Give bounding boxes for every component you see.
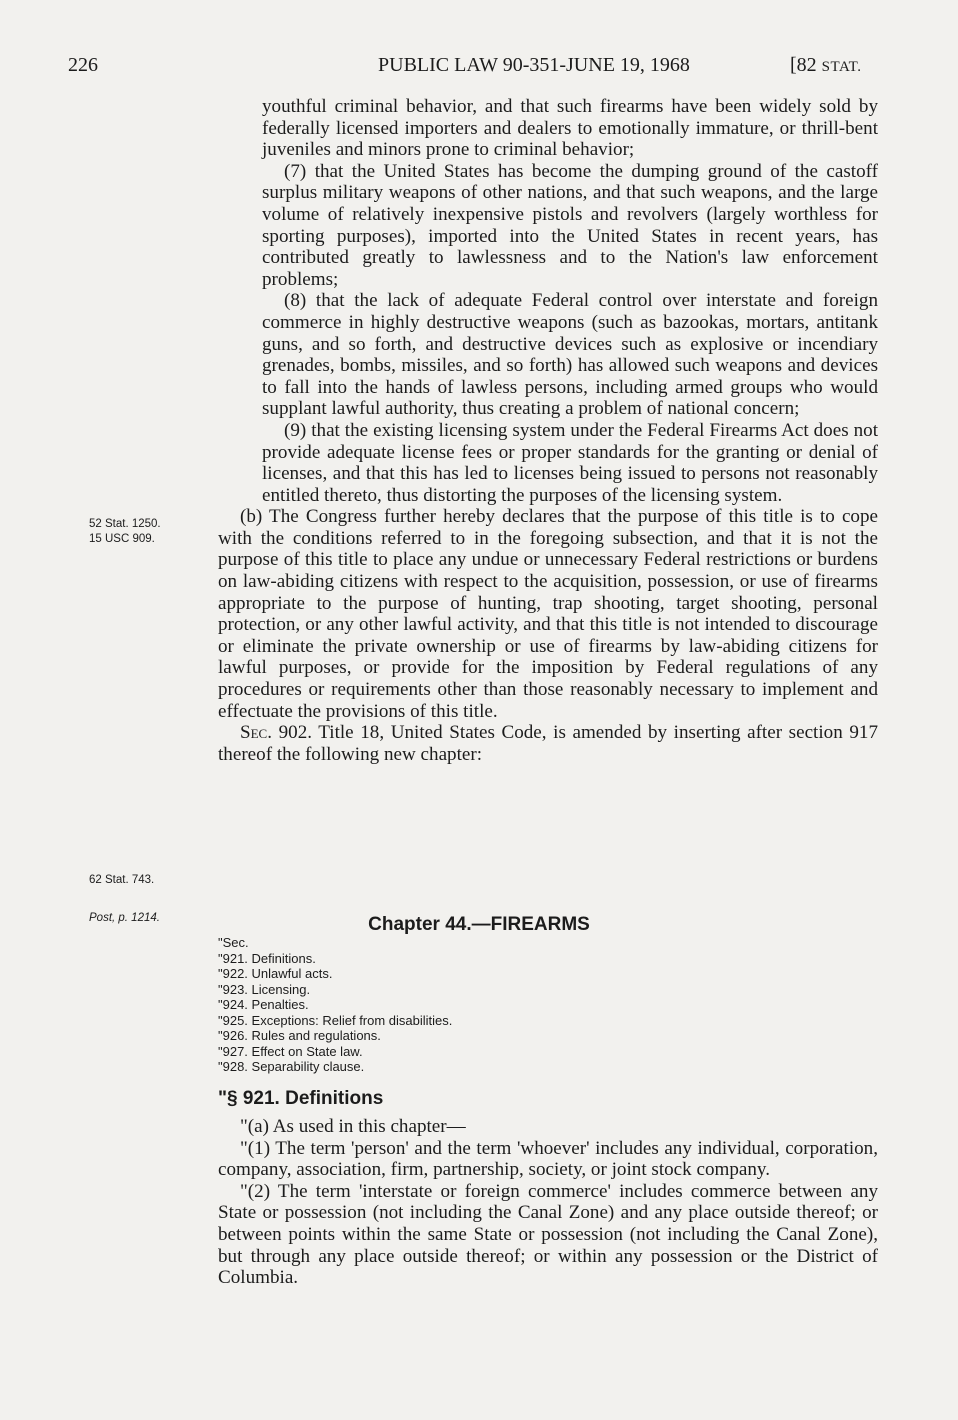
- section-902-text: 902. Title 18, United States Code, is amended by inserting after section 917 thereof the following new chapter:: [218, 722, 878, 765]
- margin-note-post-page: Post, p. 1214.: [89, 912, 160, 924]
- toc-item: "928. Separability clause.: [218, 1059, 365, 1074]
- margin-note-statute-citation: 52 Stat. 1250. 15 USC 909.: [89, 518, 161, 545]
- definition-1: "(1) The term 'person' and the term 'whoever' includes any individual, corporation, company, association, firm, partnership, society, or joint stock company.: [218, 1137, 878, 1181]
- chapter-table-of-contents: [218, 935, 452, 1075]
- volume-reference: [790, 54, 861, 77]
- findings-list: [218, 96, 878, 506]
- definitions-intro: "(a) As used in this chapter—: [240, 1116, 466, 1137]
- section-902: [218, 722, 878, 765]
- definitions-column: [218, 1116, 878, 1289]
- toc-item: "926. Rules and regulations.: [218, 1028, 381, 1043]
- toc-item: "922. Unlawful acts.: [218, 966, 333, 981]
- chapter-heading: Chapter 44.—FIREARMS: [368, 914, 590, 935]
- finding-9: (9) that the existing licensing system under the Federal Firearms Act does not provide adequate license fees or proper standards for the granting or denial of licenses, and that this has led to licenses being issued to persons not reasonably entitled thereto, thus distorting the purposes of the licensing system.: [262, 419, 878, 506]
- running-head: PUBLIC LAW 90-351-JUNE 19, 1968: [378, 54, 690, 76]
- findings-column: [218, 96, 878, 765]
- margin-note-stat-743: 62 Stat. 743.: [89, 874, 155, 886]
- finding-8: (8) that the lack of adequate Federal control over interstate and foreign commerce in highly destructive weapons (such as bazookas, mortars, antitank guns, and so forth, and destructive devices such as explosive or incendiary grenades, bombs, missiles, and so forth) has allowed such weapons and devices to fall into the hands of lawless persons, including armed groups who would supplant lawful authority, thus creating a problem of national concern;: [262, 290, 878, 420]
- toc-item: "921. Definitions.: [218, 950, 316, 966]
- volume-ref-prefix: [82: [790, 54, 822, 76]
- continuation-paragraph: youthful criminal behavior, and that such firearms have been widely sold by federally licensed importers and dealers to emotionally immature, or thrill-bent juveniles and minors prone to criminal behavior;: [262, 96, 878, 161]
- toc-item: "923. Licensing.: [218, 981, 311, 997]
- section-921-heading: "§ 921. Definitions: [218, 1088, 384, 1109]
- page-header: [0, 54, 958, 84]
- page-number: 226: [68, 54, 98, 76]
- subsection-b: (b) The Congress further hereby declares that the purpose of this title is to cope with the conditions referred to in the foregoing subsection, and that it is not the purpose of this title to place any undue or unnecessary Federal restrictions or burdens on law-abiding citizens with respect to the acquisition, possession, or use of firearms appropriate to the purpose of hunting, trap shooting, target shooting, personal protection, or any other lawful activity, and that this title is not intended to discourage or eliminate the private ownership or use of firearms by law-abiding citizens for lawful purposes, or provide for the imposition by Federal regulations of any procedures or requirements other than those reasonably necessary to implement and effectuate the provisions of this title.: [218, 506, 878, 722]
- section-label: Sec.: [240, 722, 273, 744]
- toc-item: "924. Penalties.: [218, 997, 309, 1012]
- toc-label: "Sec.: [218, 935, 249, 950]
- definition-2: "(2) The term 'interstate or foreign commerce' includes commerce between any State or possession (not including the Canal Zone) and any place outside thereof; or between points within the same State or possession (not including the Canal Zone), but through any place outside thereof; or within any possession or the District of Columbia.: [218, 1180, 878, 1289]
- finding-7: (7) that the United States has become the dumping ground of the castoff surplus military weapons of other nations, and that such weapons, and the large volume of relatively inexpensive pistols and revolvers (largely worthless for sporting purposes), imported into the United States in recent years, has contributed greatly to lawlessness and to the Nation's law enforcement problems;: [262, 160, 878, 290]
- toc-item: "927. Effect on State law.: [218, 1043, 363, 1059]
- volume-ref-stat: STAT.: [821, 59, 862, 75]
- toc-item: "925. Exceptions: Relief from disabilities.: [218, 1012, 453, 1028]
